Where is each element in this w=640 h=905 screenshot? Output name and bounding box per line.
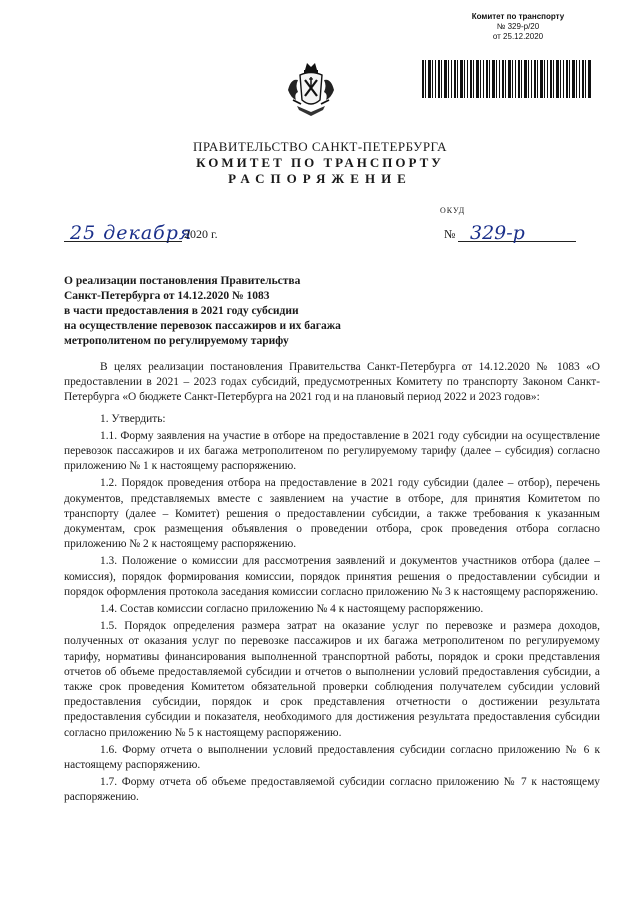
committee-title: КОМИТЕТ ПО ТРАНСПОРТУ — [196, 155, 444, 170]
date-underline — [64, 241, 182, 242]
item-1-6: 1.6. Форму отчета о выполнении условий предоставления субсидии согласно приложению № 6 к настоящему распоряжению. — [64, 743, 600, 772]
handwritten-date: 25 декабря — [70, 222, 193, 244]
stamp-number: № 329-р/20 — [496, 22, 540, 31]
document-type: РАСПОРЯЖЕНИЕ — [228, 171, 412, 186]
registration-stamp — [448, 12, 588, 42]
st-petersburg-coat-of-arms-icon — [283, 60, 339, 120]
item-1-5: 1.5. Порядок определения размера затрат на оказание услуг по перевозке и размера доходов, полученных от оказания услуг по перевозке пассажиров и их багажа метрополитеном по регулируемому тарифу, нормативы финансирования выполненной транспортной работы, порядок и сроки представления отчетов об объеме предоставляемой субсидии и отчетов о выполнении условий предоставления субсидии, а также срок проведения Комитетом обязательной проверки соблюдения получателем субсидии условий предоставления субсидии, порядок и срок представления отчетности о достижении результата предоставления субсидии и показателя, необходимого для достижения результата предоставления субсидии согласно приложению № 5 к настоящему распоряжению. — [64, 620, 600, 739]
stamp-committee: Комитет по транспорту — [471, 12, 565, 21]
document-number — [444, 222, 584, 248]
number-symbol: № — [444, 227, 456, 241]
item-1-7: 1.7. Форму отчета об объеме предоставляемой субсидии согласно приложению № 7 к настоящему распоряжению. — [64, 776, 600, 804]
subject-line: О реализации постановления Правительства — [64, 275, 301, 287]
intro-paragraph: В целях реализации постановления Правительства Санкт-Петербурга от 14.12.2020 № 1083 «О предоставлении в 2021 – 2023 годах субсидий, предусмотренных Комитету по транспорту Законом Санкт-Петербурга «О бюджете Санкт-Петербурга на 2021 год и на плановый период 2022 и 2023 годов»: — [64, 361, 600, 404]
subject-line: в части предоставления в 2021 году субсидии — [64, 305, 299, 317]
stamp-date: от 25.12.2020 — [492, 32, 544, 41]
item-1-4: 1.4. Состав комиссии согласно приложению № 4 к настоящему распоряжению. — [100, 603, 484, 616]
item-1-2: 1.2. Порядок проведения отбора на предоставление в 2021 году субсидии (далее – отбор), перечень документов, представляемых вместе с заявлением на участие в отборе, для принятия Комитетом по транспорту (далее – Комитет) решения о предоставлении субсидии, а также требования к указанным документам, срок размещения объявления о проведении отбора, срок проведения отбора согласно приложению № 2 к настоящему распоряжению. — [64, 477, 600, 551]
item-1-1: 1.1. Форму заявления на участие в отборе на предоставление в 2021 году субсидии на осуществление перевозок пассажиров и их багажа метрополитеном по регулируемому тарифу (далее – субсидия) согласно приложению № 1 к настоящему распоряжению. — [64, 429, 600, 473]
okud-label: ОКУД — [440, 206, 466, 215]
subject-line: метрополитеном по регулируемому тарифу — [64, 335, 289, 347]
government-title: ПРАВИТЕЛЬСТВО САНКТ-ПЕТЕРБУРГА — [192, 139, 448, 154]
date-year: 2020 г. — [184, 227, 218, 241]
document-subject — [64, 274, 404, 349]
handwritten-number: 329-р — [470, 222, 525, 244]
item-1-3: 1.3. Положение о комиссии для рассмотрения заявлений и документов участников отбора (далее – комиссия), порядок формирования комиссии, порядок принятия решения о предоставлении субсидии и порядок оформления протокола заседания комиссии согласно приложению № 3 к настоящему распоряжению. — [64, 555, 600, 598]
subject-line: на осуществление перевозок пассажиров и их багажа — [64, 320, 341, 332]
approve-heading: 1. Утвердить: — [100, 412, 166, 425]
document-body — [64, 360, 600, 808]
document-date — [64, 222, 284, 248]
barcode-icon — [422, 60, 592, 98]
subject-line: Санкт-Петербурга от 14.12.2020 № 1083 — [64, 290, 270, 302]
